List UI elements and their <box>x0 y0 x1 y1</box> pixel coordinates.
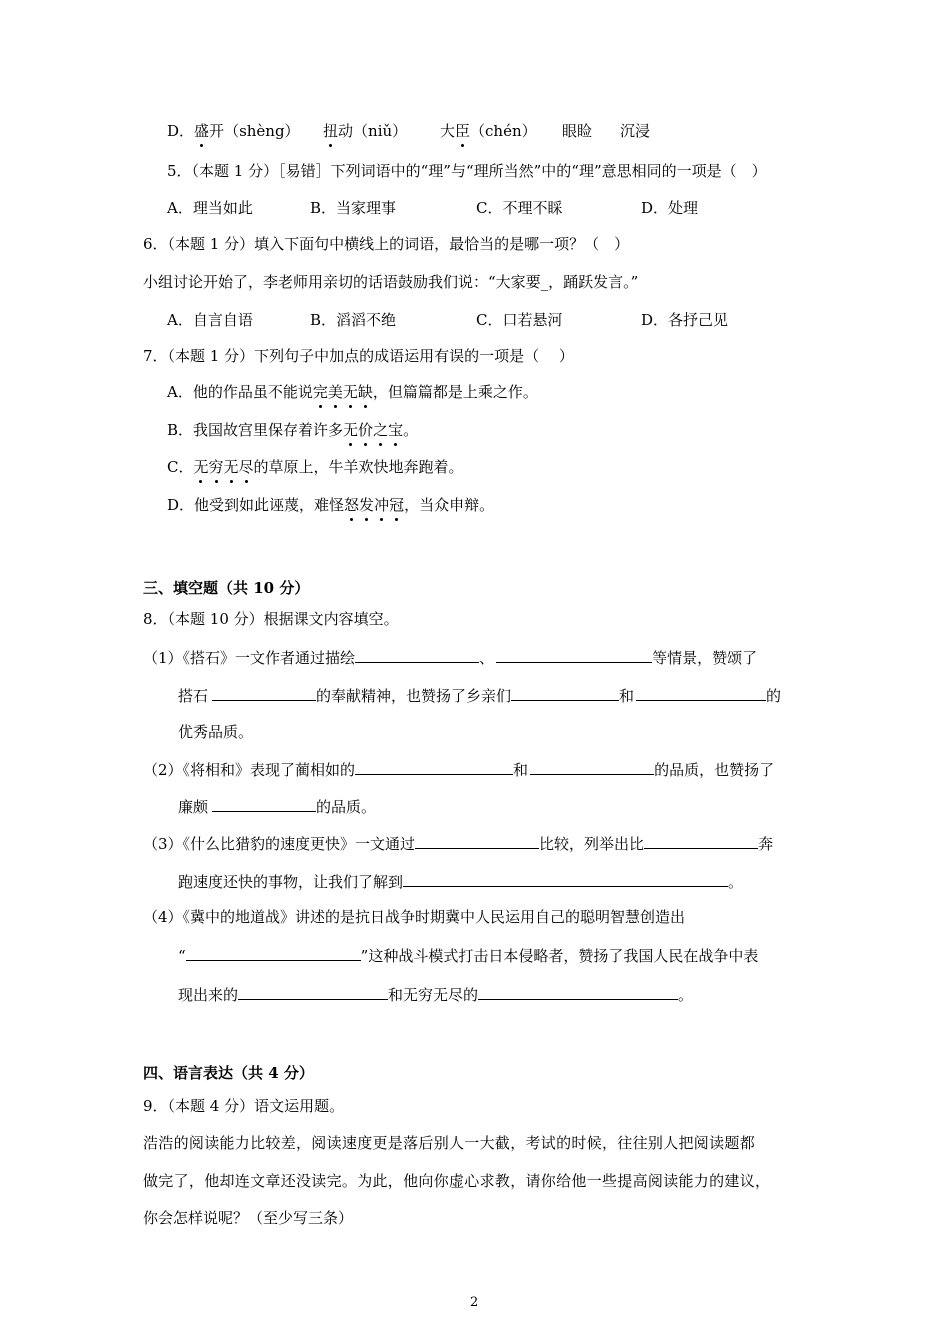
page-number: 2 <box>470 1295 479 1310</box>
q8-part3-line1 <box>143 832 773 855</box>
q4-option-d <box>167 120 300 142</box>
q8p4-text-e: 和无穷无尽的 <box>388 986 479 1004</box>
dotted-char: 臣 <box>455 122 471 140</box>
q4d-pinyin3: （chén） <box>470 122 537 140</box>
q8p1-text-d: 的奉献精神，也赞扬了乡亲们 <box>316 687 512 705</box>
q7-option-d <box>167 494 494 516</box>
q7b-post: 。 <box>403 421 419 439</box>
q8-part1-line1 <box>143 646 757 669</box>
q8p3-text-b: 比较，列举出比 <box>539 835 645 853</box>
q8p1-text-a: （1）《搭石》一文作者通过描绘 <box>143 649 356 667</box>
q7d-post: ，当众申辩。 <box>404 496 495 514</box>
blank-input[interactable] <box>186 944 361 961</box>
dotted-char: 美 <box>327 383 343 401</box>
dotted-char: 价 <box>358 421 374 439</box>
q6-option-d: D．各抒己见 <box>641 311 729 329</box>
q7d-pre: D．他受到如此诬蔑，难怪 <box>167 496 345 514</box>
q4d-word4: 眼睑 <box>562 122 593 140</box>
q7-option-a <box>167 381 538 403</box>
blank-input[interactable] <box>403 870 728 887</box>
q6-stem: 6．（本题 1 分）填入下面句中横线上的词语，最恰当的是哪一项？（ ） <box>143 235 630 253</box>
dotted-char: 无 <box>223 458 239 476</box>
q6-option-b: B．滔滔不绝 <box>310 311 397 329</box>
dotted-char: 冲 <box>374 496 390 514</box>
blank-input[interactable] <box>478 983 678 1000</box>
q4d-pinyin2: （niǔ） <box>353 122 408 140</box>
blank-input[interactable] <box>355 758 513 775</box>
q9-text-line3: 你会怎样说呢？（至少写三条） <box>143 1209 354 1227</box>
blank-input[interactable] <box>238 983 388 1000</box>
dotted-char: 穷 <box>208 458 224 476</box>
blank-input[interactable] <box>496 646 652 663</box>
q4d-word3 <box>440 120 537 142</box>
q9-text-line2: 做完了，他却连文章还没读完。为此，他向你虚心求教，请你给他一些提高阅读能力的建议， <box>143 1172 771 1190</box>
dotted-char: 尽 <box>238 458 254 476</box>
q5-option-a: A．理当如此 <box>167 199 253 217</box>
q7a-pre: A．他的作品虽不能说 <box>167 383 313 401</box>
q5-option-c: C．不理不睬 <box>476 199 563 217</box>
q8p1-text-b: 等情景，赞颂了 <box>652 649 758 667</box>
q8p2-text-c: 的品质，也赞扬了 <box>654 761 775 779</box>
q8p4-text-c: ”这种战斗模式打击日本侵略者，赞扬了我国人民在战争中表 <box>360 947 759 965</box>
dotted-char: 怒 <box>344 496 360 514</box>
q8p1-text-c: 搭石 <box>178 687 209 705</box>
q7c-post: 的草原上，牛羊欢快地奔跑着。 <box>253 458 464 476</box>
q4d-word2 <box>323 120 407 142</box>
q8p4-text-f: 。 <box>678 986 694 1004</box>
q8p1-text-f: 的 <box>766 687 782 705</box>
dotted-char: 盛 <box>194 122 210 140</box>
blank-input[interactable] <box>355 646 479 663</box>
q8-part2-line1 <box>143 758 774 781</box>
q8-stem: 8．（本题 10 分）根据课文内容填空。 <box>143 610 399 628</box>
dotted-char: 完 <box>312 383 328 401</box>
q4d-label: D． <box>167 122 195 140</box>
dotted-char: 扭 <box>323 122 339 140</box>
q7c-pre: C． <box>167 458 194 476</box>
q4d-pinyin1: （shèng） <box>224 122 300 140</box>
q8-part4-line3 <box>178 983 693 1006</box>
q8p3-text-e: 。 <box>728 873 744 891</box>
q8p2-text-b: 和 <box>513 761 529 779</box>
blank-input[interactable] <box>511 684 619 701</box>
q8-part2-line2 <box>178 795 376 818</box>
q8p4-text-d: 现出来的 <box>178 986 239 1004</box>
dotted-char: 缺 <box>357 383 373 401</box>
blank-input[interactable] <box>212 684 316 701</box>
q8-part4-line1: （4）《冀中的地道战》讲述的是抗日战争时期冀中人民运用自己的聪明智慧创造出 <box>143 908 686 926</box>
q5-stem: 5．（本题 1 分）［易错］下列词语中的“理”与“理所当然”中的“理”意思相同的一项是（ ） <box>167 162 767 180</box>
dotted-char: 无 <box>193 458 209 476</box>
q4d-word3-first: 大 <box>440 122 456 140</box>
q8p1-sep: 、 <box>479 649 495 667</box>
q8p1-text-e: 和 <box>619 687 635 705</box>
dotted-char: 之 <box>373 421 389 439</box>
q8-part1-line2 <box>178 684 781 707</box>
q8p2-text-a: （2）《将相和》表现了蔺相如的 <box>143 761 356 779</box>
dotted-char: 宝 <box>388 421 404 439</box>
blank-input[interactable] <box>636 684 766 701</box>
q8p3-text-c: 奔 <box>758 835 774 853</box>
q5-option-d: D．处理 <box>641 199 699 217</box>
q7-option-c <box>167 456 464 478</box>
q8p4-text-b: “ <box>178 947 186 965</box>
q7-option-b <box>167 419 418 441</box>
dotted-char: 冠 <box>389 496 405 514</box>
q6-option-c: C．口若悬河 <box>476 311 563 329</box>
q9-stem: 9．（本题 4 分）语文运用题。 <box>143 1097 345 1115</box>
q4d-word1-rest: 开 <box>209 122 225 140</box>
q4d-word5: 沉浸 <box>620 122 651 140</box>
blank-input[interactable] <box>212 795 316 812</box>
blank-input[interactable] <box>530 758 654 775</box>
q8p2-text-e: 的品质。 <box>316 798 377 816</box>
q8p3-text-a: （3）《什么比猎豹的速度更快》一文通过 <box>143 835 416 853</box>
q7-stem: 7．（本题 1 分）下列句子中加点的成语运用有误的一项是（ ） <box>143 347 574 365</box>
dotted-char: 发 <box>359 496 375 514</box>
dotted-char: 无 <box>342 383 358 401</box>
q6-option-a: A．自言自语 <box>167 311 253 329</box>
q8p3-text-d: 跑速度还快的事物，让我们了解到 <box>178 873 404 891</box>
blank-input[interactable] <box>644 832 758 849</box>
q8-part3-line2 <box>178 870 743 893</box>
q8-part1-line3: 优秀品质。 <box>178 723 254 741</box>
q5-option-b: B．当家理事 <box>310 199 397 217</box>
q7a-post: ，但篇篇都是上乘之作。 <box>372 383 538 401</box>
q6-sentence: 小组讨论开始了，李老师用亲切的话语鼓励我们说：“大家要_，踊跃发言。” <box>143 273 639 291</box>
section3-title: 三、填空题（共 10 分） <box>143 579 310 597</box>
blank-input[interactable] <box>415 832 539 849</box>
q8p2-text-d: 廉颇 <box>178 798 209 816</box>
dotted-char: 无 <box>343 421 359 439</box>
q8-part4-line2 <box>178 944 758 967</box>
q7b-pre: B．我国故宫里保存着许多 <box>167 421 344 439</box>
q9-text-line1: 浩浩的阅读能力比较差，阅读速度更是落后别人一大截，考试的时候，往往别人把阅读题都 <box>143 1134 756 1152</box>
q4d-word2-rest: 动 <box>338 122 354 140</box>
section4-title: 四、语言表达（共 4 分） <box>143 1064 314 1082</box>
